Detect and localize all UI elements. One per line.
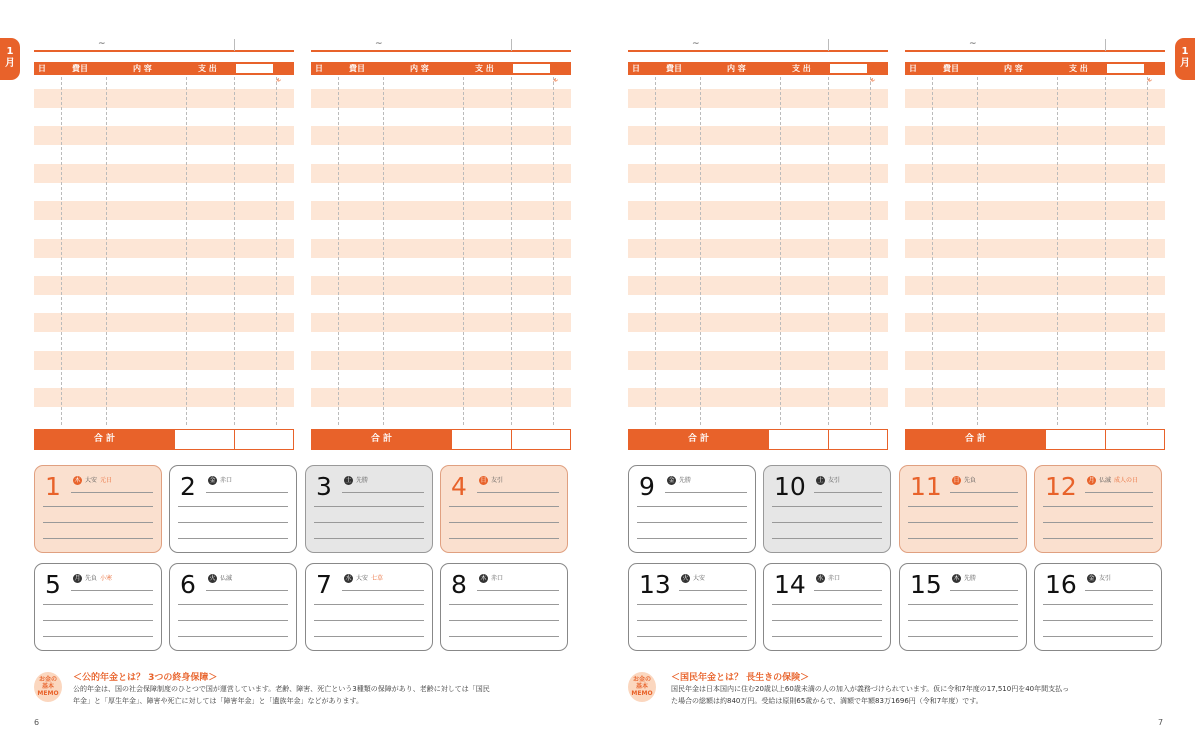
day-number: 3 [316, 472, 332, 501]
ledger-rows[interactable] [311, 77, 571, 425]
divider [511, 77, 512, 425]
writing-line [1043, 620, 1153, 621]
ledger-row-stripe [34, 351, 294, 370]
col-expense: 支 出 [198, 64, 217, 73]
rokuyo-label [85, 574, 112, 583]
rokuyo-text: 仏滅 [1099, 477, 1112, 484]
writing-line [637, 538, 747, 539]
memo-text-left-1: 公的年金は、国の社会保障制度のひとつで国が運営しています。老齢、障害、死亡という3種類の保障があり、老齢に対しては「国民 [73, 685, 490, 693]
day-number: 9 [639, 472, 655, 501]
writing-line [43, 604, 153, 605]
weekday-mark: 日 [953, 477, 960, 484]
divider [106, 77, 107, 425]
ledger-row-stripe [905, 89, 1165, 108]
rokuyo-text: 友引 [491, 477, 504, 484]
balance-label: 残(ハ)ル [276, 65, 291, 84]
writing-line [449, 636, 559, 637]
rokuyo-text: 仏滅 [220, 575, 233, 582]
rokuyo-label [828, 574, 843, 583]
ledger-row-stripe [905, 239, 1165, 258]
ledger-row-stripe [34, 89, 294, 108]
writing-line [772, 604, 882, 605]
memo-badge-line: MEMO [631, 690, 653, 697]
day-box[interactable] [1034, 465, 1162, 553]
rokuyo-label [964, 574, 979, 583]
memo-badge-line: 基本 [41, 683, 54, 690]
writing-line [1043, 538, 1153, 539]
writing-line [908, 538, 1018, 539]
date-range-line [311, 36, 571, 52]
weekday-mark: 木 [953, 575, 960, 582]
writing-line [178, 604, 288, 605]
col-content: 内 容 [1004, 64, 1023, 73]
ledger-4 [905, 36, 1165, 450]
ledger-total-row [905, 429, 1165, 450]
memo-title-right: ＜国民年金とは？ 長生きの保険＞ [671, 673, 810, 683]
weekday-mark: 月 [1088, 477, 1095, 484]
ledger-header [34, 62, 294, 84]
total-expense-cell[interactable] [768, 430, 829, 449]
total-label: 合 計 [35, 430, 174, 449]
day-box[interactable] [628, 465, 756, 553]
rokuyo-label [220, 574, 235, 583]
writing-line [814, 590, 882, 591]
range-tick [234, 39, 235, 51]
writing-line [43, 506, 153, 507]
ledger-header [628, 62, 888, 84]
ledger-row-stripe [34, 164, 294, 183]
rokuyo-label [679, 476, 694, 485]
writing-line [43, 522, 153, 523]
writing-line [206, 590, 288, 591]
writing-line [772, 538, 882, 539]
ledger-row-stripe [311, 276, 571, 295]
divider [553, 77, 554, 425]
range-tick [828, 39, 829, 51]
range-tick [511, 39, 512, 51]
rokuyo-text: 友引 [828, 477, 841, 484]
total-expense-cell[interactable] [451, 430, 512, 449]
writing-line [206, 492, 288, 493]
writing-line [908, 506, 1018, 507]
writing-line [477, 492, 559, 493]
divider [276, 77, 277, 425]
divider [870, 77, 871, 425]
weekday-mark: 木 [74, 477, 81, 484]
col-day: 日 [632, 64, 640, 73]
rokuyo-label [1099, 574, 1114, 583]
ledger-row-stripe [905, 351, 1165, 370]
total-balance-cell[interactable] [511, 430, 570, 449]
writing-line [71, 492, 153, 493]
ledger-row-stripe [311, 126, 571, 145]
col-category: 費目 [349, 64, 365, 73]
ledger-row-stripe [628, 388, 888, 407]
writing-line [449, 604, 559, 605]
writing-line [637, 522, 747, 523]
rokuyo-label [1099, 476, 1138, 485]
writing-line [1043, 636, 1153, 637]
day-box[interactable] [899, 563, 1027, 651]
writing-line [178, 506, 288, 507]
ledger-row-stripe [34, 126, 294, 145]
writing-line [178, 522, 288, 523]
holiday-label: 小寒 [100, 575, 113, 582]
rokuyo-text: 先勝 [356, 477, 369, 484]
ledger-row-stripe [905, 164, 1165, 183]
divider [463, 77, 464, 425]
day-box[interactable] [305, 465, 433, 553]
weekday-mark: 水 [345, 575, 352, 582]
total-expense-cell[interactable] [1045, 430, 1106, 449]
ledger-row-stripe [34, 276, 294, 295]
col-expense: 支 出 [1069, 64, 1088, 73]
writing-line [908, 620, 1018, 621]
writing-line [772, 522, 882, 523]
ledger-row-stripe [628, 89, 888, 108]
day-number: 4 [451, 472, 467, 501]
total-expense-cell[interactable] [174, 430, 235, 449]
ledger-row-stripe [905, 388, 1165, 407]
day-number: 16 [1045, 570, 1077, 599]
col-day: 日 [38, 64, 46, 73]
rokuyo-text: 大安 [85, 477, 98, 484]
month-unit: 月 [1180, 58, 1190, 69]
memo-badge-line: MEMO [37, 690, 59, 697]
memo-badge-line: 基本 [635, 683, 648, 690]
total-balance-cell[interactable] [828, 430, 887, 449]
writing-line [314, 522, 424, 523]
total-label: 合 計 [312, 430, 451, 449]
day-number: 8 [451, 570, 467, 599]
day-number: 10 [774, 472, 806, 501]
writing-line [637, 636, 747, 637]
day-number: 7 [316, 570, 332, 599]
divider [932, 77, 933, 425]
ledger-row-stripe [311, 351, 571, 370]
writing-line [342, 590, 424, 591]
ledger-2 [311, 36, 571, 450]
balance-box [236, 64, 273, 73]
writing-line [449, 538, 559, 539]
divider [234, 77, 235, 425]
day-number: 13 [639, 570, 671, 599]
writing-line [772, 620, 882, 621]
weekday-mark: 土 [345, 477, 352, 484]
day-number: 14 [774, 570, 806, 599]
writing-line [314, 620, 424, 621]
total-label: 合 計 [906, 430, 1045, 449]
rokuyo-text: 友引 [1099, 575, 1112, 582]
divider [383, 77, 384, 425]
date-range-line [905, 36, 1165, 52]
ledger-row-stripe [628, 239, 888, 258]
divider [1147, 77, 1148, 425]
day-number: 6 [180, 570, 196, 599]
ledger-rows[interactable] [628, 77, 888, 425]
writing-line [1043, 604, 1153, 605]
page-number-left: 6 [34, 718, 40, 727]
holiday-label: 七草 [371, 575, 384, 582]
col-category: 費目 [666, 64, 682, 73]
month-tab-left [0, 38, 20, 80]
divider [977, 77, 978, 425]
writing-line [1043, 506, 1153, 507]
ledger-row-stripe [905, 126, 1165, 145]
col-day: 日 [315, 64, 323, 73]
divider [61, 77, 62, 425]
day-box[interactable] [34, 465, 162, 553]
month-unit: 月 [5, 58, 15, 69]
rokuyo-label [491, 476, 506, 485]
ledger-row-stripe [34, 239, 294, 258]
ledger-row-stripe [905, 201, 1165, 220]
ledger-row-stripe [311, 239, 571, 258]
rokuyo-label [828, 476, 843, 485]
writing-line [637, 604, 747, 605]
divider [1057, 77, 1058, 425]
day-box[interactable] [440, 563, 568, 651]
day-number: 11 [910, 472, 942, 501]
writing-line [637, 506, 747, 507]
date-range-separator: ~ [98, 39, 106, 49]
day-box[interactable] [1034, 563, 1162, 651]
ledger-rows[interactable] [34, 77, 294, 425]
writing-line [637, 620, 747, 621]
day-box[interactable] [763, 465, 891, 553]
writing-line [1043, 522, 1153, 523]
rokuyo-label [220, 476, 235, 485]
writing-line [908, 636, 1018, 637]
ledger-row-stripe [311, 164, 571, 183]
total-balance-cell[interactable] [1105, 430, 1164, 449]
weekday-mark: 金 [209, 477, 216, 484]
day-number: 5 [45, 570, 61, 599]
col-expense: 支 出 [792, 64, 811, 73]
date-range-line [628, 36, 888, 52]
writing-line [43, 636, 153, 637]
divider [655, 77, 656, 425]
day-box[interactable] [628, 563, 756, 651]
memo-badge-line: お金の [632, 676, 651, 683]
ledger-row-stripe [905, 313, 1165, 332]
range-tick [1105, 39, 1106, 51]
writing-line [449, 522, 559, 523]
ledger-total-row [628, 429, 888, 450]
ledger-row-stripe [628, 313, 888, 332]
ledger-row-stripe [905, 276, 1165, 295]
ledger-1 [34, 36, 294, 450]
memo-badge-line: お金の [38, 676, 57, 683]
writing-line [314, 636, 424, 637]
writing-line [71, 590, 153, 591]
writing-line [449, 506, 559, 507]
balance-label: 残(ハ)ル [1147, 65, 1162, 84]
month-number: 1 [6, 46, 14, 57]
writing-line [314, 604, 424, 605]
weekday-mark: 木 [480, 575, 487, 582]
writing-line [950, 492, 1018, 493]
day-number: 1 [45, 472, 61, 501]
rokuyo-text: 先負 [85, 575, 98, 582]
day-box[interactable] [169, 465, 297, 553]
total-label: 合 計 [629, 430, 768, 449]
date-range-separator: ~ [692, 39, 700, 49]
ledger-row-stripe [628, 201, 888, 220]
writing-line [178, 620, 288, 621]
divider [186, 77, 187, 425]
col-day: 日 [909, 64, 917, 73]
writing-line [43, 538, 153, 539]
balance-box [830, 64, 867, 73]
col-content: 内 容 [133, 64, 152, 73]
memo-title-left: ＜公的年金とは？ 3つの終身保障＞ [73, 673, 218, 683]
ledger-total-row [311, 429, 571, 450]
weekday-mark: 金 [1088, 575, 1095, 582]
ledger-row-stripe [628, 276, 888, 295]
ledger-row-stripe [628, 126, 888, 145]
rokuyo-text: 大安 [356, 575, 369, 582]
rokuyo-label [491, 574, 506, 583]
total-balance-cell[interactable] [234, 430, 293, 449]
writing-line [43, 620, 153, 621]
divider [700, 77, 701, 425]
rokuyo-text: 大安 [693, 575, 706, 582]
ledger-row-stripe [34, 388, 294, 407]
ledger-row-stripe [311, 201, 571, 220]
rokuyo-text: 先負 [964, 477, 977, 484]
rokuyo-text: 赤口 [491, 575, 504, 582]
ledger-row-stripe [311, 313, 571, 332]
month-number: 1 [1181, 46, 1189, 57]
ledger-header [311, 62, 571, 84]
day-number: 2 [180, 472, 196, 501]
ledger-3 [628, 36, 888, 450]
memo-text-right-1: 国民年金は日本国内に住む20歳以上60歳未満の人の加入が義務づけられています。仮に令和7年度の17,510円を40年間支払っ [671, 685, 1070, 693]
writing-line [950, 590, 1018, 591]
ledger-row-stripe [311, 388, 571, 407]
col-content: 内 容 [410, 64, 429, 73]
writing-line [772, 636, 882, 637]
ledger-header [905, 62, 1165, 84]
divider [1105, 77, 1106, 425]
writing-line [1085, 492, 1153, 493]
balance-label: 残(ハ)ル [553, 65, 568, 84]
writing-line [772, 506, 882, 507]
writing-line [814, 492, 882, 493]
rokuyo-text: 赤口 [220, 477, 233, 484]
ledger-row-stripe [628, 351, 888, 370]
day-box[interactable] [899, 465, 1027, 553]
weekday-mark: 日 [480, 477, 487, 484]
writing-line [665, 492, 747, 493]
rokuyo-label [693, 574, 708, 583]
weekday-mark: 火 [682, 575, 689, 582]
balance-box [1107, 64, 1144, 73]
rokuyo-text: 先勝 [679, 477, 692, 484]
balance-box [513, 64, 550, 73]
writing-line [314, 538, 424, 539]
weekday-mark: 金 [668, 477, 675, 484]
day-box[interactable] [169, 563, 297, 651]
divider [780, 77, 781, 425]
memo-text-left-2: 年金」と「厚生年金」、障害や死亡に対しては「障害年金」と「遺族年金」などがあります。 [73, 697, 363, 705]
rokuyo-text: 赤口 [828, 575, 841, 582]
balance-label: 残(ハ)ル [870, 65, 885, 84]
day-box[interactable] [763, 563, 891, 651]
col-category: 費目 [943, 64, 959, 73]
rokuyo-label [85, 476, 112, 485]
divider [338, 77, 339, 425]
rokuyo-label [356, 574, 383, 583]
divider [828, 77, 829, 425]
day-box[interactable] [34, 563, 162, 651]
weekday-mark: 火 [209, 575, 216, 582]
writing-line [178, 636, 288, 637]
writing-line [477, 590, 559, 591]
writing-line [679, 590, 747, 591]
col-expense: 支 出 [475, 64, 494, 73]
ledger-total-row [34, 429, 294, 450]
date-range-line [34, 36, 294, 52]
holiday-label: 成人の日 [1114, 477, 1139, 484]
day-box[interactable] [440, 465, 568, 553]
writing-line [908, 604, 1018, 605]
date-range-separator: ~ [969, 39, 977, 49]
ledger-rows[interactable] [905, 77, 1165, 425]
memo-badge-right [628, 672, 656, 702]
page-number-right: 7 [1158, 718, 1164, 727]
ledger-row-stripe [628, 164, 888, 183]
rokuyo-label [356, 476, 371, 485]
rokuyo-text: 先勝 [964, 575, 977, 582]
day-number: 15 [910, 570, 942, 599]
writing-line [908, 522, 1018, 523]
writing-line [314, 506, 424, 507]
writing-line [178, 538, 288, 539]
day-box[interactable] [305, 563, 433, 651]
col-content: 内 容 [727, 64, 746, 73]
day-number: 12 [1045, 472, 1077, 501]
weekday-mark: 月 [74, 575, 81, 582]
weekday-mark: 水 [817, 575, 824, 582]
writing-line [342, 492, 424, 493]
month-tab-right [1175, 38, 1195, 80]
ledger-row-stripe [34, 313, 294, 332]
memo-text-right-2: た場合の総額は約840万円。受給は原則65歳からで、満額で年額83万1696円（令和7年度）です。 [671, 697, 983, 705]
rokuyo-label [964, 476, 979, 485]
holiday-label: 元日 [100, 477, 113, 484]
writing-line [449, 620, 559, 621]
weekday-mark: 土 [817, 477, 824, 484]
memo-badge-left [34, 672, 62, 702]
ledger-row-stripe [34, 201, 294, 220]
ledger-row-stripe [311, 89, 571, 108]
writing-line [1085, 590, 1153, 591]
col-category: 費目 [72, 64, 88, 73]
date-range-separator: ~ [375, 39, 383, 49]
